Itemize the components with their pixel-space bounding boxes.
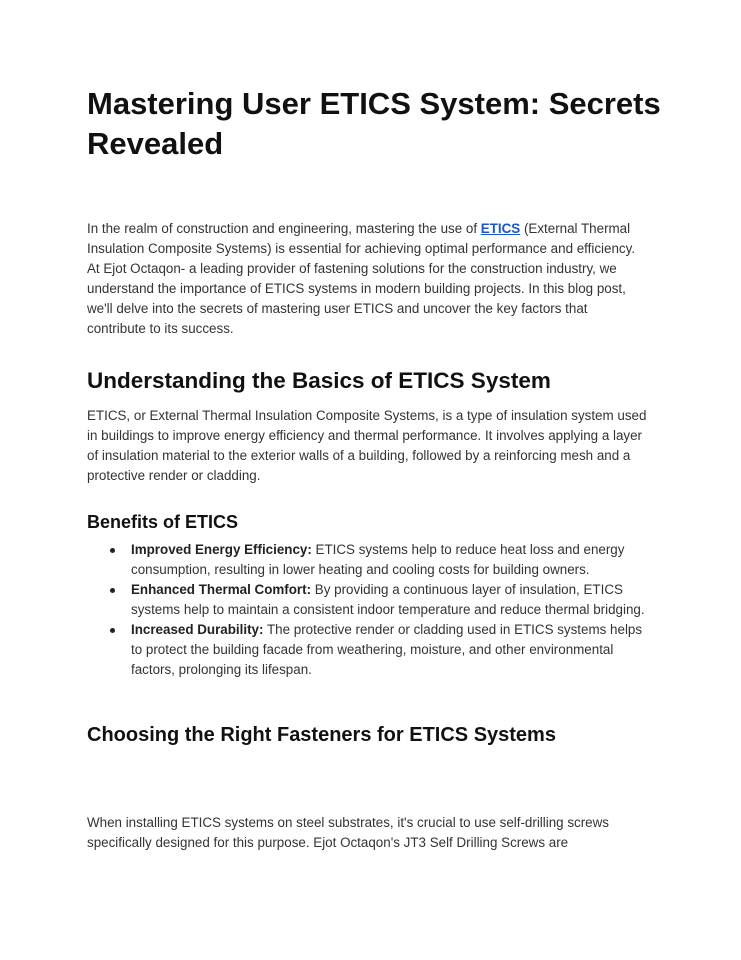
- benefit-text: ETICS systems help to reduce heat loss and energy consumption, resulting in lower heating and cooling costs for building owners.: [131, 542, 625, 577]
- benefits-list: [110, 540, 650, 680]
- list-item: [110, 540, 650, 580]
- intro-text-after-link: (External Thermal Insulation Composite Systems) is essential for achieving optimal performance and efficiency. At Ejot Octaqon- a leading provider of fastening solutions for the construction industry, we understand the importance of ETICS systems in modern building projects. In this blog post, we'll delve into the secrets of mastering user ETICS and uncover the key factors that contribute to its success.: [87, 221, 636, 336]
- benefits-heading: Benefits of ETICS: [87, 512, 239, 532]
- benefit-label: Increased Durability:: [131, 622, 264, 637]
- fasteners-paragraph: When installing ETICS systems on steel substrates, it's crucial to use self-drilling screws specifically designed for this purpose. Ejot Octaqon's JT3 Self Drilling Screws are: [87, 815, 609, 850]
- bullet-icon: [110, 548, 115, 553]
- section-heading-basics: Understanding the Basics of ETICS System: [87, 368, 551, 393]
- page-title: Mastering User ETICS System: Secrets Revealed: [87, 86, 661, 161]
- list-item: [110, 620, 650, 680]
- benefit-text: By providing a continuous layer of insulation, ETICS systems help to maintain a consistent indoor temperature and reduce thermal bridging.: [131, 582, 645, 617]
- list-item: [110, 580, 650, 620]
- intro-text-before-link: In the realm of construction and engineering, mastering the use of: [87, 221, 481, 236]
- section-heading-fasteners: Choosing the Right Fasteners for ETICS Systems: [87, 724, 556, 746]
- benefit-label: Improved Energy Efficiency:: [131, 542, 312, 557]
- intro-paragraph: [87, 219, 647, 339]
- basics-paragraph: ETICS, or External Thermal Insulation Composite Systems, is a type of insulation system used in buildings to improve energy efficiency and thermal performance. It involves applying a layer of insulation material to the exterior walls of a building, followed by a reinforcing mesh and a protective render or cladding.: [87, 408, 647, 483]
- etics-link[interactable]: ETICS: [480, 221, 521, 236]
- benefit-label: Enhanced Thermal Comfort:: [131, 582, 312, 597]
- bullet-icon: [110, 588, 115, 593]
- bullet-icon: [110, 628, 115, 633]
- benefit-text: The protective render or cladding used in ETICS systems helps to protect the building facade from weathering, moisture, and other environmental factors, prolonging its lifespan.: [131, 622, 643, 677]
